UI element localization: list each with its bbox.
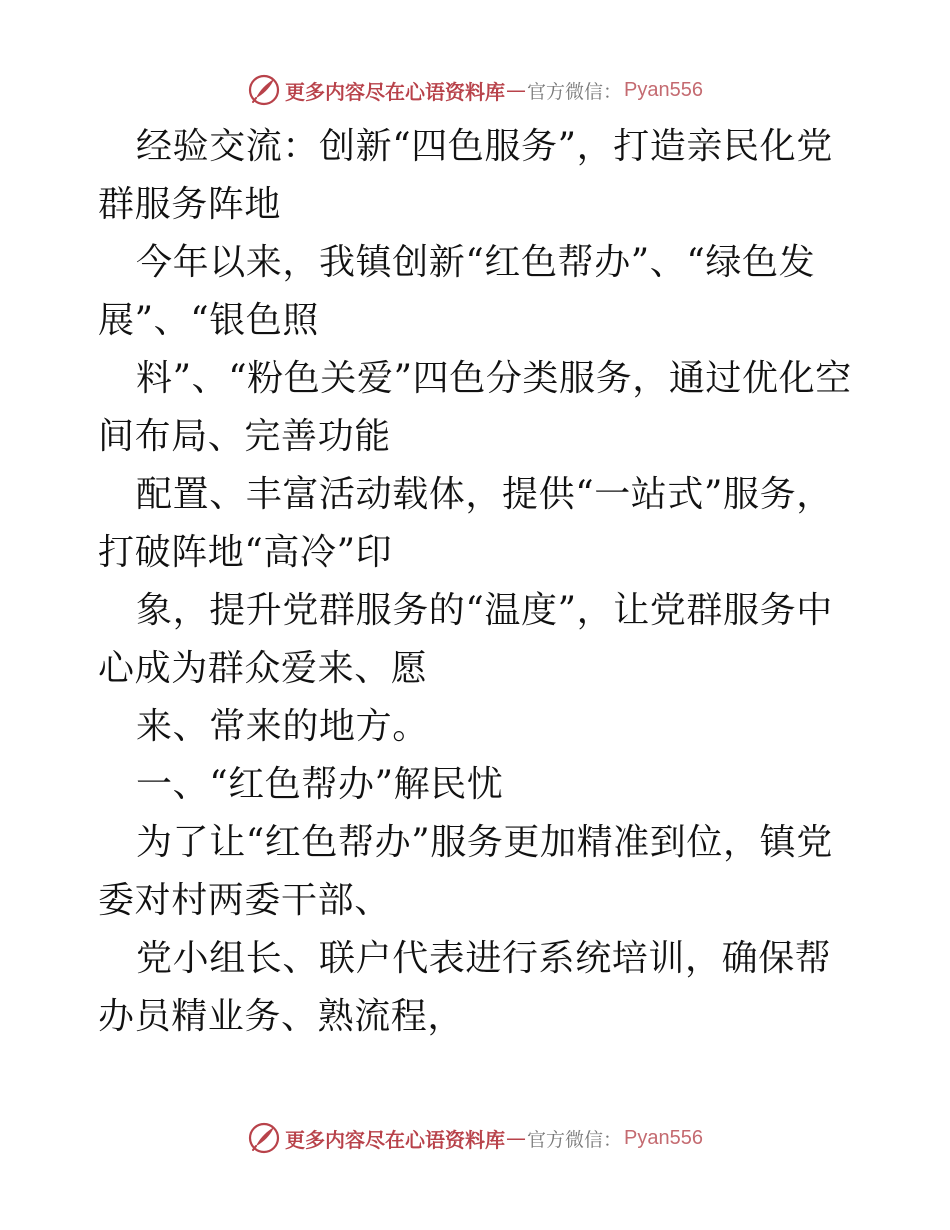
watermark-dash: — — [506, 78, 526, 102]
header-watermark — [0, 70, 950, 110]
watermark-wechat-label: 官方微信： — [527, 80, 623, 103]
paragraph-title: 经验交流：创新“四色服务”，打造亲民化党群服务阵地 — [98, 126, 833, 225]
watermark-wechat-id: Pyan556 — [624, 1126, 703, 1149]
paragraph: 今年以来，我镇创新“红色帮办”、“绿色发展”、“银色照 — [98, 242, 816, 341]
section-heading: 一、“红色帮办”解民忧 — [136, 764, 504, 805]
paragraph: 为了让“红色帮办”服务更加精准到位，镇党委对村两委干部、 — [98, 822, 833, 921]
footer-watermark — [0, 1118, 950, 1158]
watermark-dash: — — [506, 1126, 526, 1150]
watermark-brand: 更多内容尽在心语资料库 — [285, 1127, 505, 1152]
paragraph: 党小组长、联户代表进行系统培训，确保帮办员精业务、熟流程， — [98, 938, 832, 1037]
watermark-brand: 更多内容尽在心语资料库 — [285, 79, 505, 104]
quill-logo-icon — [247, 1121, 281, 1155]
paragraph: 料”、“粉色关爱”四色分类服务，通过优化空间布局、完善功能 — [98, 358, 852, 457]
watermark-wechat-label: 官方微信： — [527, 1128, 623, 1151]
paragraph: 象，提升党群服务的“温度”，让党群服务中心成为群众爱来、愿 — [98, 590, 833, 689]
watermark-wechat-id: Pyan556 — [624, 78, 703, 101]
paragraph: 来、常来的地方。 — [136, 706, 429, 747]
document-body — [98, 118, 858, 1046]
quill-logo-icon — [247, 73, 281, 107]
paragraph: 配置、丰富活动载体，提供“一站式”服务，打破阵地“高冷”印 — [98, 474, 833, 573]
